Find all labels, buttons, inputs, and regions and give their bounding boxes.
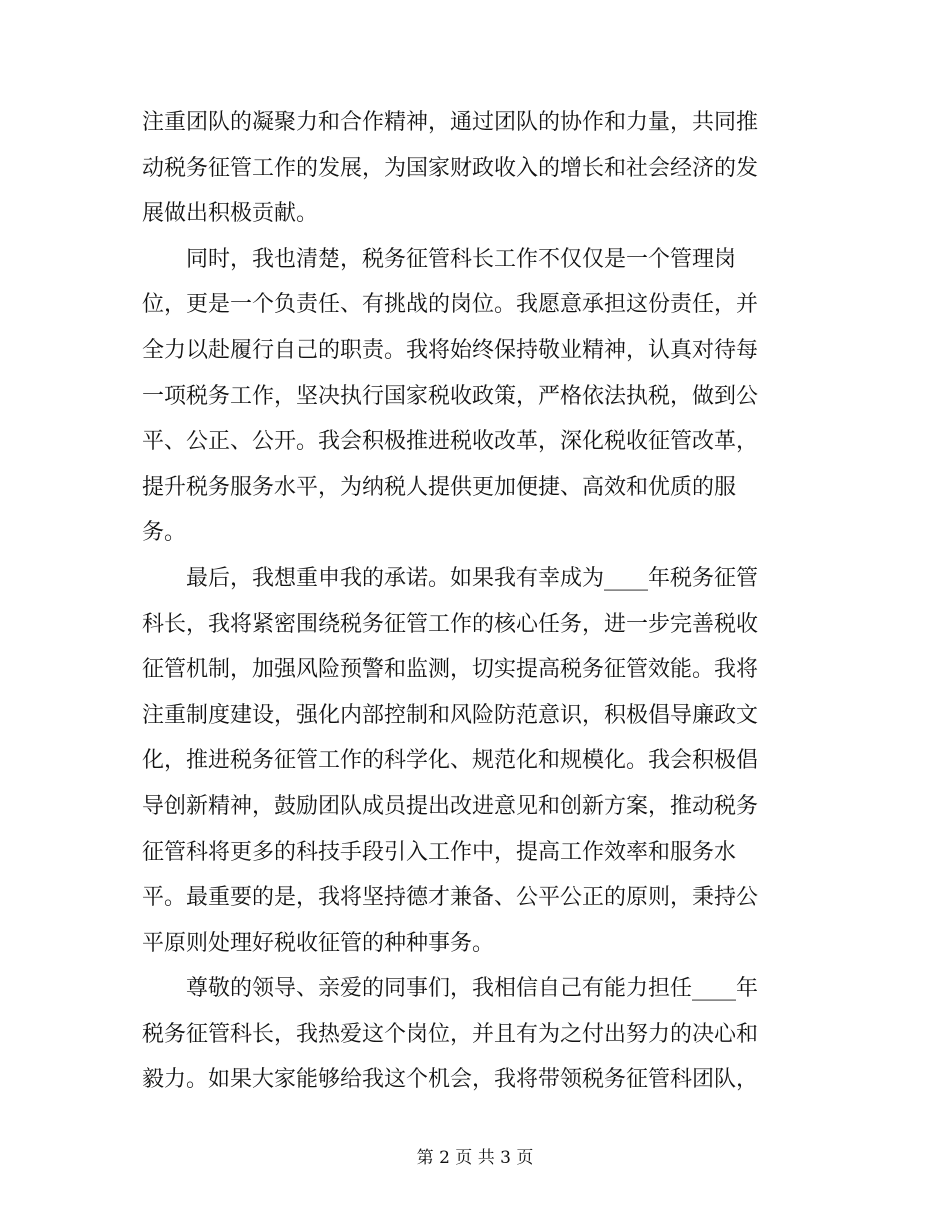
text-line-16: 导创新精神，鼓励团队成员提出改进意见和创新方案，推动税务 bbox=[142, 793, 759, 819]
text-line-11: 最后，我想重申我的承诺。如果我有幸成为____年税务征管 bbox=[186, 565, 759, 591]
text-line-13: 征管机制，加强风险预警和监测，切实提高税务征管效能。我将 bbox=[142, 657, 759, 683]
text-line-10: 务。 bbox=[142, 520, 187, 546]
document-body bbox=[142, 100, 808, 1103]
text-line-17: 征管科将更多的科技手段引入工作中，提高工作效率和服务水 bbox=[142, 839, 737, 865]
text-line-22: 毅力。如果大家能够给我这个机会，我将带领税务征管科团队， bbox=[142, 1067, 759, 1093]
text-line-3: 展做出积极贡献。 bbox=[142, 201, 319, 227]
text-line-7: 一项税务工作，坚决执行国家税收政策，严格依法执税，做到公 bbox=[142, 383, 759, 409]
text-line-15: 化，推进税务征管工作的科学化、规范化和规模化。我会积极倡 bbox=[142, 748, 759, 774]
text-line-21: 税务征管科长，我热爱这个岗位，并且有为之付出努力的决心和 bbox=[142, 1021, 759, 1047]
text-line-19: 平原则处理好税收征管的种种事务。 bbox=[142, 930, 495, 956]
text-line-18: 平。最重要的是，我将坚持德才兼备、公平公正的原则，秉持公 bbox=[142, 885, 759, 911]
text-line-20: 尊敬的领导、亲爱的同事们，我相信自己有能力担任____年 bbox=[186, 976, 759, 1002]
text-line-12: 科长，我将紧密围绕税务征管工作的核心任务，进一步完善税收 bbox=[142, 611, 759, 637]
footer-suffix: 页 bbox=[516, 1148, 534, 1168]
text-line-1: 注重团队的凝聚力和合作精神，通过团队的协作和力量，共同推 bbox=[142, 110, 759, 135]
text-line-5: 位，更是一个负责任、有挑战的岗位。我愿意承担这份责任，并 bbox=[142, 292, 759, 318]
footer-current-page: 2 bbox=[439, 1148, 450, 1168]
footer-prefix: 第 bbox=[416, 1148, 434, 1168]
text-line-6: 全力以赴履行自己的职责。我将始终保持敬业精神，认真对待每 bbox=[142, 337, 759, 363]
text-line-14: 注重制度建设，强化内部控制和风险防范意识，积极倡导廉政文 bbox=[142, 702, 759, 728]
footer-middle: 页 共 bbox=[455, 1148, 495, 1168]
text-line-8: 平、公正、公开。我会积极推进税收改革，深化税收征管改革， bbox=[142, 429, 759, 455]
text-line-2: 动税务征管工作的发展，为国家财政收入的增长和社会经济的发 bbox=[142, 155, 759, 181]
page-footer bbox=[0, 1146, 950, 1170]
footer-total-pages: 3 bbox=[500, 1148, 511, 1168]
text-line-4: 同时，我也清楚，税务征管科长工作不仅仅是一个管理岗 bbox=[186, 246, 737, 272]
text-line-9: 提升税务服务水平，为纳税人提供更加便捷、高效和优质的服 bbox=[142, 474, 737, 500]
